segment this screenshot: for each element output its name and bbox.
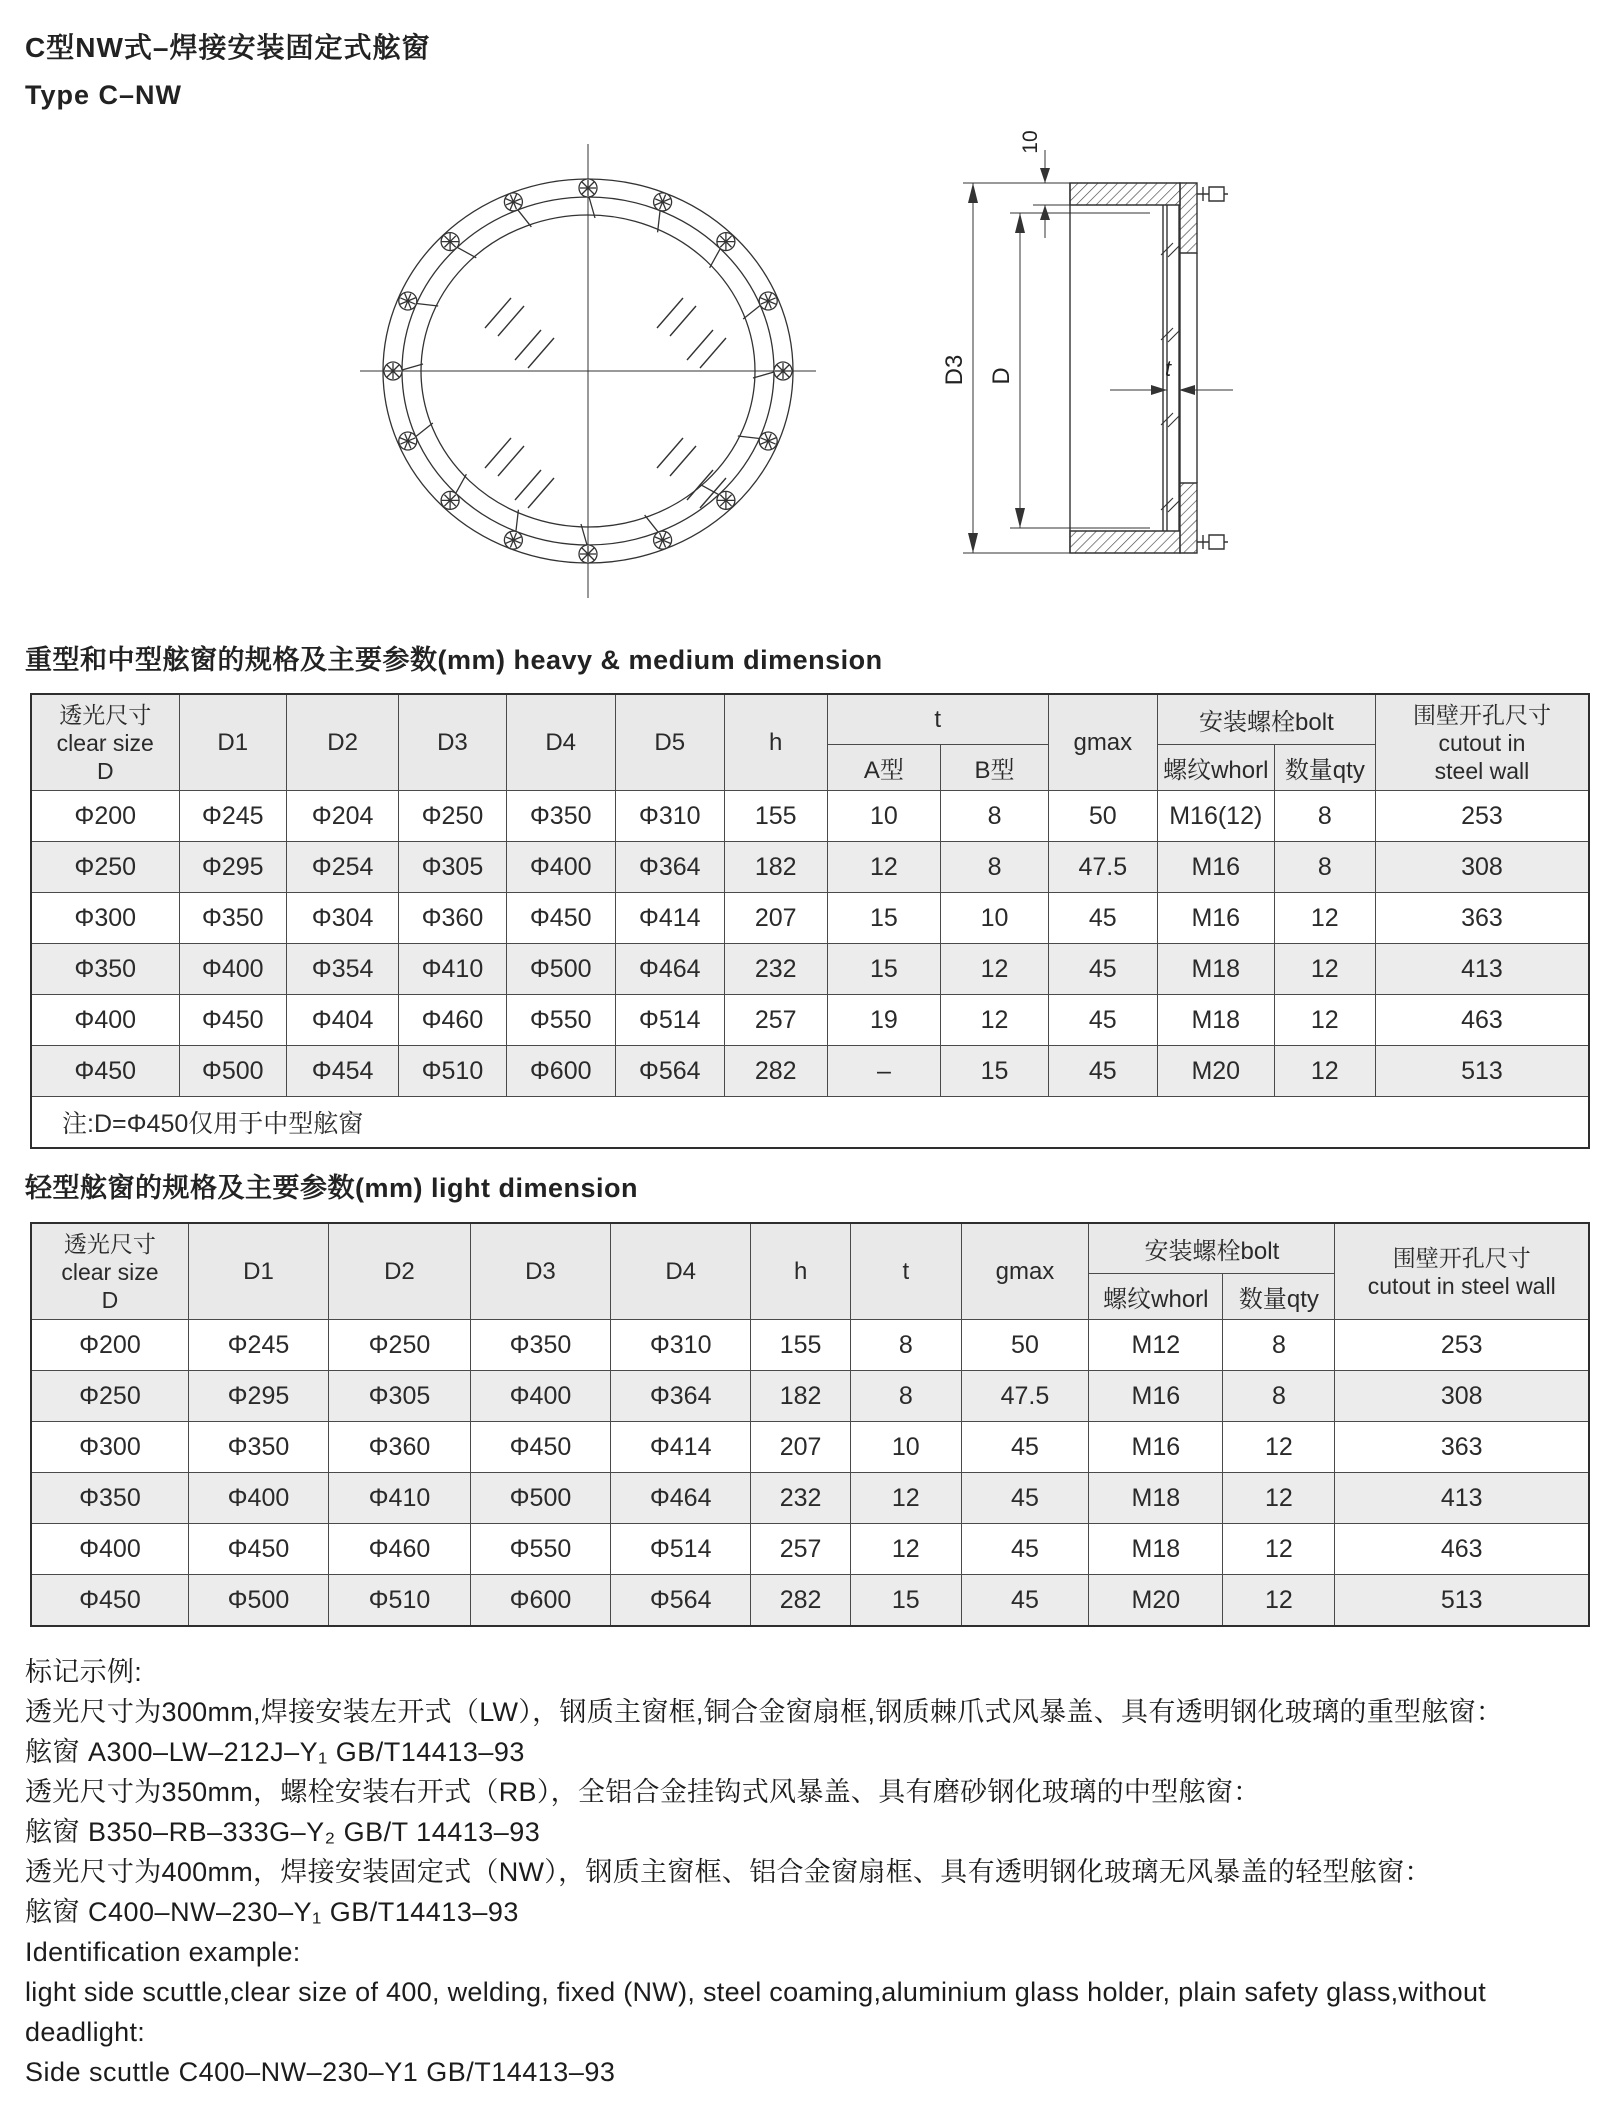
table-cell: Φ550 xyxy=(470,1524,610,1575)
table-cell: Φ564 xyxy=(611,1575,751,1627)
table-cell: Φ460 xyxy=(399,995,507,1046)
table-cell: Φ350 xyxy=(506,791,615,842)
table-cell: 8 xyxy=(850,1371,961,1422)
table-cell: Φ450 xyxy=(31,1046,179,1097)
table-cell: Φ400 xyxy=(179,944,287,995)
table-cell: Φ300 xyxy=(31,1422,188,1473)
table-cell: 363 xyxy=(1375,893,1589,944)
table-cell: 12 xyxy=(1223,1473,1335,1524)
table-cell: 257 xyxy=(751,1524,851,1575)
table-cell: Φ200 xyxy=(31,1320,188,1371)
table-cell: Φ400 xyxy=(470,1371,610,1422)
table-cell: Φ450 xyxy=(470,1422,610,1473)
table-cell: 12 xyxy=(1223,1575,1335,1627)
table-cell: Φ300 xyxy=(31,893,179,944)
table-cell: 45 xyxy=(961,1473,1089,1524)
table-cell: 413 xyxy=(1375,944,1589,995)
cutout-en: cutout in steel wall xyxy=(1367,1272,1556,1299)
clear-size-sym: D xyxy=(101,1286,119,1313)
heavy-table-note-body xyxy=(31,1097,1589,1149)
table-cell: Φ500 xyxy=(179,1046,287,1097)
col-gmax: gmax xyxy=(1048,694,1157,791)
table-cell: Φ450 xyxy=(179,995,287,1046)
table-cell: Φ464 xyxy=(611,1473,751,1524)
table-cell: Φ500 xyxy=(470,1473,610,1524)
example-line: Identification example: xyxy=(25,1937,301,1967)
table-cell: 10 xyxy=(941,893,1049,944)
table-cell: 232 xyxy=(751,1473,851,1524)
table-cell: 207 xyxy=(751,1422,851,1473)
table-row xyxy=(31,1046,1589,1097)
table-cell: 12 xyxy=(1274,995,1375,1046)
table-cell: Φ364 xyxy=(611,1371,751,1422)
dim-label-10: 10 xyxy=(1019,130,1042,154)
col-qty: 数量qty xyxy=(1274,745,1375,791)
table-cell: 257 xyxy=(724,995,827,1046)
col-gmax: gmax xyxy=(961,1223,1089,1320)
heavy-table xyxy=(30,693,1590,1149)
table-cell: 12 xyxy=(1274,1046,1375,1097)
col-t-a: A型 xyxy=(827,745,941,791)
table-cell: 413 xyxy=(1335,1473,1589,1524)
table-cell: 463 xyxy=(1375,995,1589,1046)
table-cell: 232 xyxy=(724,944,827,995)
table-cell: 45 xyxy=(961,1524,1089,1575)
table-cell: M20 xyxy=(1089,1575,1223,1627)
table-cell: 15 xyxy=(850,1575,961,1627)
example-line: 标记示例: xyxy=(25,1657,143,1687)
table-cell: Φ564 xyxy=(615,1046,724,1097)
table-cell: Φ514 xyxy=(615,995,724,1046)
table-cell: Φ450 xyxy=(188,1524,328,1575)
table-cell: 253 xyxy=(1335,1320,1589,1371)
dim-label-d: D xyxy=(988,367,1015,385)
table-row xyxy=(31,1473,1589,1524)
table-cell: 155 xyxy=(724,791,827,842)
table-cell: Φ360 xyxy=(329,1422,471,1473)
table-cell: 8 xyxy=(1274,791,1375,842)
col-d1: D1 xyxy=(188,1223,328,1320)
table-cell: 308 xyxy=(1375,842,1589,893)
example-line: Side scuttle C400–NW–230–Y1 GB/T14413–93 xyxy=(25,2057,616,2087)
table-cell: 45 xyxy=(1048,995,1157,1046)
table-cell: 45 xyxy=(1048,1046,1157,1097)
col-d5: D5 xyxy=(615,694,724,791)
table-cell: 50 xyxy=(961,1320,1089,1371)
table-cell: 282 xyxy=(751,1575,851,1627)
porthole-front-view-drawing xyxy=(335,116,855,631)
table-cell: Φ350 xyxy=(470,1320,610,1371)
clear-size-en: clear size xyxy=(61,1258,159,1285)
col-d1: D1 xyxy=(179,694,287,791)
table-cell: 282 xyxy=(724,1046,827,1097)
col-t-b: B型 xyxy=(941,745,1049,791)
table-cell: 45 xyxy=(961,1575,1089,1627)
table-cell: M16 xyxy=(1157,893,1274,944)
clear-size-zh: 透光尺寸 xyxy=(63,1230,156,1257)
table-cell: 15 xyxy=(827,944,941,995)
table-cell: Φ360 xyxy=(399,893,507,944)
light-table xyxy=(30,1222,1590,1627)
table-cell: 363 xyxy=(1335,1422,1589,1473)
table-cell: Φ245 xyxy=(188,1320,328,1371)
table-cell: M16(12) xyxy=(1157,791,1274,842)
section-bolt-top xyxy=(1197,187,1228,201)
example-line: 舷窗 A300–LW–212J–Y₁ GB/T14413–93 xyxy=(25,1737,525,1767)
table-cell: Φ410 xyxy=(399,944,507,995)
table-cell: Φ414 xyxy=(615,893,724,944)
table-cell: Φ400 xyxy=(188,1473,328,1524)
example-line: 舷窗 B350–RB–333G–Y₂ GB/T 14413–93 xyxy=(25,1817,541,1847)
cutout-zh: 围壁开孔尺寸 xyxy=(1392,1244,1531,1271)
cutout-zh: 围壁开孔尺寸 xyxy=(1412,701,1551,728)
cutout-en2: steel wall xyxy=(1434,757,1530,784)
example-line: 舷窗 C400–NW–230–Y₁ GB/T14413–93 xyxy=(25,1897,519,1927)
table-cell: 12 xyxy=(1223,1422,1335,1473)
table-cell: 19 xyxy=(827,995,941,1046)
table-cell: Φ310 xyxy=(615,791,724,842)
table-cell: Φ204 xyxy=(287,791,399,842)
col-t-group: t xyxy=(827,694,1048,745)
table-cell: M16 xyxy=(1157,842,1274,893)
heavy-table-body xyxy=(31,791,1589,1097)
table-cell: Φ350 xyxy=(188,1422,328,1473)
table-cell: Φ305 xyxy=(399,842,507,893)
col-bolt-group: 安装螺栓bolt xyxy=(1157,694,1375,745)
table-cell: 47.5 xyxy=(961,1371,1089,1422)
example-line: deadlight: xyxy=(25,2017,146,2047)
col-d2: D2 xyxy=(287,694,399,791)
light-table-title: 轻型舷窗的规格及主要参数(mm) light dimension xyxy=(25,1173,638,1203)
table-cell: Φ410 xyxy=(329,1473,471,1524)
clear-size-en: clear size xyxy=(56,729,154,756)
table-cell: 8 xyxy=(1223,1371,1335,1422)
table-cell: 207 xyxy=(724,893,827,944)
table-cell: 308 xyxy=(1335,1371,1589,1422)
table-cell: Φ354 xyxy=(287,944,399,995)
table-cell: Φ350 xyxy=(31,944,179,995)
table-cell: Φ414 xyxy=(611,1422,751,1473)
examples-block xyxy=(25,1652,1600,2092)
col-d4: D4 xyxy=(611,1223,751,1320)
example-line: 透光尺寸为350mm，螺栓安装右开式（RB），全铝合金挂钩式风暴盖、具有磨砂钢化玻璃的中型舷窗： xyxy=(25,1777,1261,1807)
dim-label-t: t xyxy=(1164,356,1172,381)
table-cell: 8 xyxy=(1223,1320,1335,1371)
table-cell: M18 xyxy=(1089,1524,1223,1575)
table-cell: 12 xyxy=(1223,1524,1335,1575)
table-cell: M20 xyxy=(1157,1046,1274,1097)
col-cutout xyxy=(1335,1223,1589,1320)
col-whorl: 螺纹whorl xyxy=(1157,745,1274,791)
note-row xyxy=(31,1097,1589,1149)
table-cell: Φ310 xyxy=(611,1320,751,1371)
example-line: light side scuttle,clear size of 400, welding, fixed (NW), steel coaming,aluminium glass holder, plain safety glass,without xyxy=(25,1977,1487,2007)
table-cell: Φ464 xyxy=(615,944,724,995)
table-cell: 15 xyxy=(827,893,941,944)
table-cell: Φ450 xyxy=(506,893,615,944)
table-cell: Φ250 xyxy=(31,1371,188,1422)
table-cell: 15 xyxy=(941,1046,1049,1097)
table-cell: Φ460 xyxy=(329,1524,471,1575)
table-cell: Φ400 xyxy=(31,995,179,1046)
clear-size-sym: D xyxy=(96,757,114,784)
page-title: C型NW式–焊接安装固定式舷窗 xyxy=(25,32,431,63)
table-row xyxy=(31,1320,1589,1371)
table-cell: 12 xyxy=(1274,893,1375,944)
table-cell: Φ250 xyxy=(329,1320,471,1371)
table-cell: 155 xyxy=(751,1320,851,1371)
table-row xyxy=(31,1524,1589,1575)
col-bolt-group: 安装螺栓bolt xyxy=(1089,1223,1335,1274)
table-cell: Φ510 xyxy=(329,1575,471,1627)
example-line: 透光尺寸为400mm，焊接安装固定式（NW），钢质主窗框、铝合金窗扇框、具有透明钢化玻璃无风暴盖的轻型舷窗： xyxy=(25,1857,1432,1887)
table-cell: 45 xyxy=(1048,944,1157,995)
table-cell: 10 xyxy=(827,791,941,842)
col-whorl: 螺纹whorl xyxy=(1089,1274,1223,1320)
table-cell: Φ600 xyxy=(470,1575,610,1627)
table-cell: 463 xyxy=(1335,1524,1589,1575)
table-cell: Φ254 xyxy=(287,842,399,893)
table-cell: 8 xyxy=(941,842,1049,893)
col-cutout xyxy=(1375,694,1589,791)
col-clear-size xyxy=(31,694,179,791)
col-qty: 数量qty xyxy=(1223,1274,1335,1320)
table-cell: M16 xyxy=(1089,1371,1223,1422)
table-cell: 50 xyxy=(1048,791,1157,842)
table-cell: M18 xyxy=(1157,995,1274,1046)
header-row xyxy=(31,694,1589,745)
table-row xyxy=(31,944,1589,995)
table-cell: 10 xyxy=(850,1422,961,1473)
table-cell: 8 xyxy=(1274,842,1375,893)
table-cell: – xyxy=(827,1046,941,1097)
table-cell: Φ550 xyxy=(506,995,615,1046)
table-cell: 8 xyxy=(850,1320,961,1371)
table-cell: Φ454 xyxy=(287,1046,399,1097)
table-cell: M18 xyxy=(1157,944,1274,995)
title-block xyxy=(25,26,430,111)
col-clear-size xyxy=(31,1223,188,1320)
table-cell: Φ295 xyxy=(188,1371,328,1422)
table-cell: 45 xyxy=(1048,893,1157,944)
table-cell: 12 xyxy=(1274,944,1375,995)
table-cell: 12 xyxy=(941,995,1049,1046)
table-row xyxy=(31,995,1589,1046)
col-d4: D4 xyxy=(506,694,615,791)
light-table-body xyxy=(31,1320,1589,1627)
table-cell: Φ304 xyxy=(287,893,399,944)
clear-size-zh: 透光尺寸 xyxy=(59,701,152,728)
table-cell: 12 xyxy=(827,842,941,893)
table-cell: Φ295 xyxy=(179,842,287,893)
table-cell: 47.5 xyxy=(1048,842,1157,893)
table-cell: Φ500 xyxy=(506,944,615,995)
table-cell: 513 xyxy=(1375,1046,1589,1097)
table-cell: Φ600 xyxy=(506,1046,615,1097)
table-row xyxy=(31,1371,1589,1422)
table-row xyxy=(31,1575,1589,1627)
cutout-en1: cutout in xyxy=(1438,729,1526,756)
table-cell: Φ200 xyxy=(31,791,179,842)
col-h: h xyxy=(751,1223,851,1320)
table-cell: Φ364 xyxy=(615,842,724,893)
porthole-section-view-drawing xyxy=(935,108,1245,613)
table-cell: Φ400 xyxy=(506,842,615,893)
table-cell: Φ245 xyxy=(179,791,287,842)
table-cell: Φ404 xyxy=(287,995,399,1046)
section-bolt-bottom xyxy=(1197,535,1228,549)
table-cell: Φ305 xyxy=(329,1371,471,1422)
table-cell: 12 xyxy=(941,944,1049,995)
table-cell: Φ350 xyxy=(31,1473,188,1524)
table-cell: Φ450 xyxy=(31,1575,188,1627)
table-cell: 12 xyxy=(850,1524,961,1575)
col-t: t xyxy=(850,1223,961,1320)
table-note: 注:D=Φ450仅用于中型舷窗 xyxy=(31,1097,1589,1149)
heavy-table-title: 重型和中型舷窗的规格及主要参数(mm) heavy & medium dimension xyxy=(25,645,883,675)
table-row xyxy=(31,842,1589,893)
table-row xyxy=(31,893,1589,944)
table-cell: 8 xyxy=(941,791,1049,842)
table-row xyxy=(31,1422,1589,1473)
col-h: h xyxy=(724,694,827,791)
example-line: 透光尺寸为300mm,焊接安装左开式（LW），钢质主窗框,铜合金窗扇框,钢质棘爪式风暴盖、具有透明钢化玻璃的重型舷窗： xyxy=(25,1697,1504,1727)
col-d3: D3 xyxy=(470,1223,610,1320)
table-cell: Φ514 xyxy=(611,1524,751,1575)
table-row xyxy=(31,791,1589,842)
col-d3: D3 xyxy=(399,694,507,791)
dim-label-d3: D3 xyxy=(941,354,968,386)
table-cell: Φ250 xyxy=(399,791,507,842)
table-cell: Φ250 xyxy=(31,842,179,893)
table-cell: 513 xyxy=(1335,1575,1589,1627)
table-cell: Φ510 xyxy=(399,1046,507,1097)
table-cell: 182 xyxy=(751,1371,851,1422)
table-cell: Φ400 xyxy=(31,1524,188,1575)
table-cell: 45 xyxy=(961,1422,1089,1473)
page-subtitle: Type C–NW xyxy=(25,80,183,110)
table-cell: 12 xyxy=(850,1473,961,1524)
table-cell: M16 xyxy=(1089,1422,1223,1473)
header-row xyxy=(31,1223,1589,1274)
table-cell: M12 xyxy=(1089,1320,1223,1371)
table-cell: 253 xyxy=(1375,791,1589,842)
table-cell: Φ350 xyxy=(179,893,287,944)
table-cell: 182 xyxy=(724,842,827,893)
table-cell: Φ500 xyxy=(188,1575,328,1627)
table-cell: M18 xyxy=(1089,1473,1223,1524)
col-d2: D2 xyxy=(329,1223,471,1320)
